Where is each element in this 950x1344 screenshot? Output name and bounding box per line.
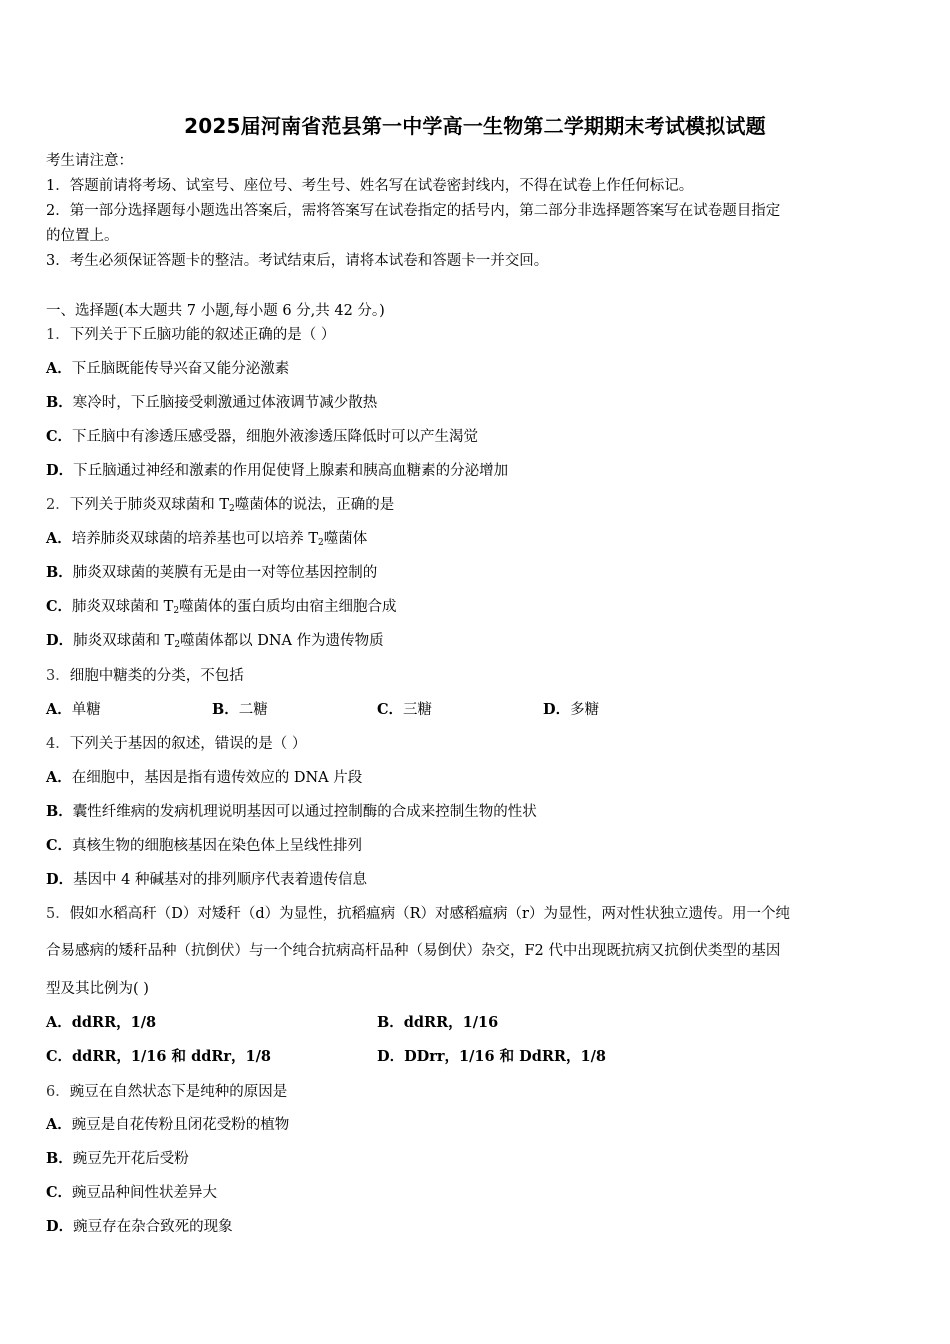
question-number: 3．: [46, 668, 70, 684]
notice-item: 2．第一部分选择题每小题选出答案后，需将答案写在试卷指定的括号内，第二部分非选择题答案写在试卷题目指定: [46, 203, 781, 219]
question-5-option-d[interactable]: [377, 1047, 606, 1067]
question-1-stem: [46, 325, 335, 345]
question-4-stem: [46, 734, 306, 754]
option-letter: B．: [212, 701, 239, 718]
question-4-option-b[interactable]: [46, 802, 537, 822]
question-2-option-b[interactable]: [46, 563, 377, 583]
question-1-option-d[interactable]: [46, 461, 508, 481]
option-text: 肺炎双球菌的荚膜有无是由一对等位基因控制的: [72, 565, 378, 581]
question-3-option-b[interactable]: [212, 700, 268, 720]
question-text: 下列关于下丘脑功能的叙述正确的是（ ）: [69, 327, 336, 343]
question-5-option-b[interactable]: [377, 1013, 498, 1033]
option-letter: A．: [46, 360, 72, 377]
option-letter: C．: [46, 598, 73, 615]
question-text: 下列关于基因的叙述，错误的是（ ）: [69, 736, 307, 752]
option-letter: C．: [46, 1048, 73, 1065]
question-number: 5．: [46, 906, 70, 922]
option-text: 豌豆是自花传粉且闭花受粉的植物: [71, 1117, 290, 1133]
subscript: 2: [174, 640, 181, 650]
option-text: 寒冷时，下丘脑接受刺激通过体液调节减少散热: [72, 395, 378, 411]
question-2-stem: [46, 495, 394, 519]
option-letter: B．: [46, 394, 73, 411]
option-letter: D．: [46, 871, 74, 888]
option-letter: B．: [46, 803, 73, 820]
option-letter: C．: [46, 837, 73, 854]
question-1-option-a[interactable]: [46, 359, 289, 379]
question-4-option-a[interactable]: [46, 768, 362, 788]
option-text: 二糖: [238, 702, 268, 718]
question-number: 4．: [46, 736, 70, 752]
option-text: 下丘脑既能传导兴奋又能分泌激素: [71, 361, 290, 377]
option-text: 肺炎双球菌和 T: [72, 599, 174, 615]
option-text: 多糖: [570, 702, 600, 718]
option-letter: C．: [377, 701, 404, 718]
option-text: 噬菌体: [323, 531, 368, 547]
question-6-option-d[interactable]: [46, 1217, 233, 1237]
page-title: 2025届河南省范县第一中学高一生物第二学期期末考试模拟试题: [184, 114, 766, 138]
option-letter: B．: [377, 1014, 404, 1031]
question-3-stem: [46, 666, 244, 686]
option-letter: D．: [46, 1218, 74, 1235]
option-letter: D．: [543, 701, 571, 718]
option-text: 豌豆品种间性状差异大: [72, 1185, 218, 1201]
option-letter: D．: [46, 462, 74, 479]
option-text: 豌豆先开花后受粉: [72, 1151, 189, 1167]
question-number: 1．: [46, 327, 70, 343]
notice-item: 1．答题前请将考场、试室号、座位号、考生号、姓名写在试卷密封线内，不得在试卷上作任何标记。: [46, 178, 694, 194]
question-6-stem: [46, 1082, 287, 1102]
option-letter: D．: [46, 632, 74, 649]
option-text: 在细胞中，基因是指有遗传效应的 DNA 片段: [71, 770, 363, 786]
question-4-option-d[interactable]: [46, 870, 367, 890]
question-text: 豌豆在自然状态下是纯种的原因是: [69, 1084, 288, 1100]
question-1-option-b[interactable]: [46, 393, 377, 413]
question-6-option-c[interactable]: [46, 1183, 217, 1203]
option-text: 培养肺炎双球菌的培养基也可以培养 T: [71, 531, 319, 547]
question-number: 2．: [46, 497, 70, 513]
option-text: 真核生物的细胞核基因在染色体上呈线性排列: [72, 838, 363, 854]
section-heading: 一、选择题(本大题共 7 小题,每小题 6 分,共 42 分。): [46, 303, 385, 319]
subscript: 2: [318, 538, 324, 548]
question-5-stem: [46, 904, 790, 924]
question-5-stem-cont: 型及其比例为( ): [46, 981, 149, 997]
option-letter: B．: [46, 1150, 73, 1167]
option-text: ddRR，1/16 和 ddRr，1/8: [72, 1048, 272, 1065]
notice-heading: 考生请注意：: [46, 153, 133, 169]
option-letter: A．: [46, 701, 72, 718]
notice-item: 3．考生必须保证答题卡的整洁。考试结束后，请将本试卷和答题卡一并交回。: [46, 253, 549, 269]
option-text: 囊性纤维病的发病机理说明基因可以通过控制酶的合成来控制生物的性状: [72, 804, 537, 820]
question-2-option-a[interactable]: [46, 529, 367, 553]
option-text: 基因中 4 种碱基对的排列顺序代表着遗传信息: [73, 872, 368, 888]
option-text: 下丘脑中有渗透压感受器，细胞外液渗透压降低时可以产生渴觉: [72, 429, 479, 445]
option-letter: A．: [46, 1116, 72, 1133]
question-5-option-c[interactable]: [46, 1047, 271, 1067]
option-text: ddRR，1/8: [71, 1014, 157, 1031]
option-text: DDrr，1/16 和 DdRR，1/8: [404, 1048, 606, 1065]
question-2-option-d[interactable]: [46, 631, 384, 655]
question-3-option-c[interactable]: [377, 700, 432, 720]
option-letter: A．: [46, 1014, 72, 1031]
question-1-option-c[interactable]: [46, 427, 478, 447]
question-5-option-a[interactable]: [46, 1013, 156, 1033]
option-text: 肺炎双球菌和 T: [73, 633, 175, 649]
option-text: ddRR，1/16: [403, 1014, 499, 1031]
question-text: 假如水稻高秆（D）对矮秆（d）为显性，抗稻瘟病（R）对感稻瘟病（r）为显性，两对性状独立遗传。用一个纯: [69, 906, 790, 922]
option-text: 三糖: [403, 702, 433, 718]
option-letter: C．: [46, 428, 73, 445]
question-3-option-a[interactable]: [46, 700, 101, 720]
option-letter: D．: [377, 1048, 405, 1065]
option-letter: B．: [46, 564, 73, 581]
subscript: 2: [173, 606, 180, 616]
option-letter: A．: [46, 769, 72, 786]
option-letter: A．: [46, 530, 72, 547]
question-3-option-d[interactable]: [543, 700, 599, 720]
option-text: 豌豆存在杂合致死的现象: [73, 1219, 233, 1235]
notice-item: 的位置上。: [46, 228, 119, 244]
option-text: 下丘脑通过神经和激素的作用促使肾上腺素和胰高血糖素的分泌增加: [73, 463, 509, 479]
question-4-option-c[interactable]: [46, 836, 362, 856]
question-number: 6．: [46, 1084, 70, 1100]
question-text: 细胞中糖类的分类，不包括: [69, 668, 244, 684]
subscript: 2: [229, 504, 235, 514]
option-text: 噬菌体都以 DNA 作为遗传物质: [180, 633, 384, 649]
question-text: 噬菌体的说法，正确的是: [234, 497, 395, 513]
option-text: 噬菌体的蛋白质均由宿主细胞合成: [179, 599, 397, 615]
question-6-option-a[interactable]: [46, 1115, 289, 1135]
question-2-option-c[interactable]: [46, 597, 397, 621]
question-text: 下列关于肺炎双球菌和 T: [69, 497, 230, 513]
question-5-stem-cont: 合易感病的矮秆品种（抗倒伏）与一个纯合抗病高杆品种（易倒伏）杂交，F2 代中出现既抗病又抗倒伏类型的基因: [46, 943, 781, 959]
question-6-option-b[interactable]: [46, 1149, 189, 1169]
option-letter: C．: [46, 1184, 73, 1201]
option-text: 单糖: [71, 702, 101, 718]
